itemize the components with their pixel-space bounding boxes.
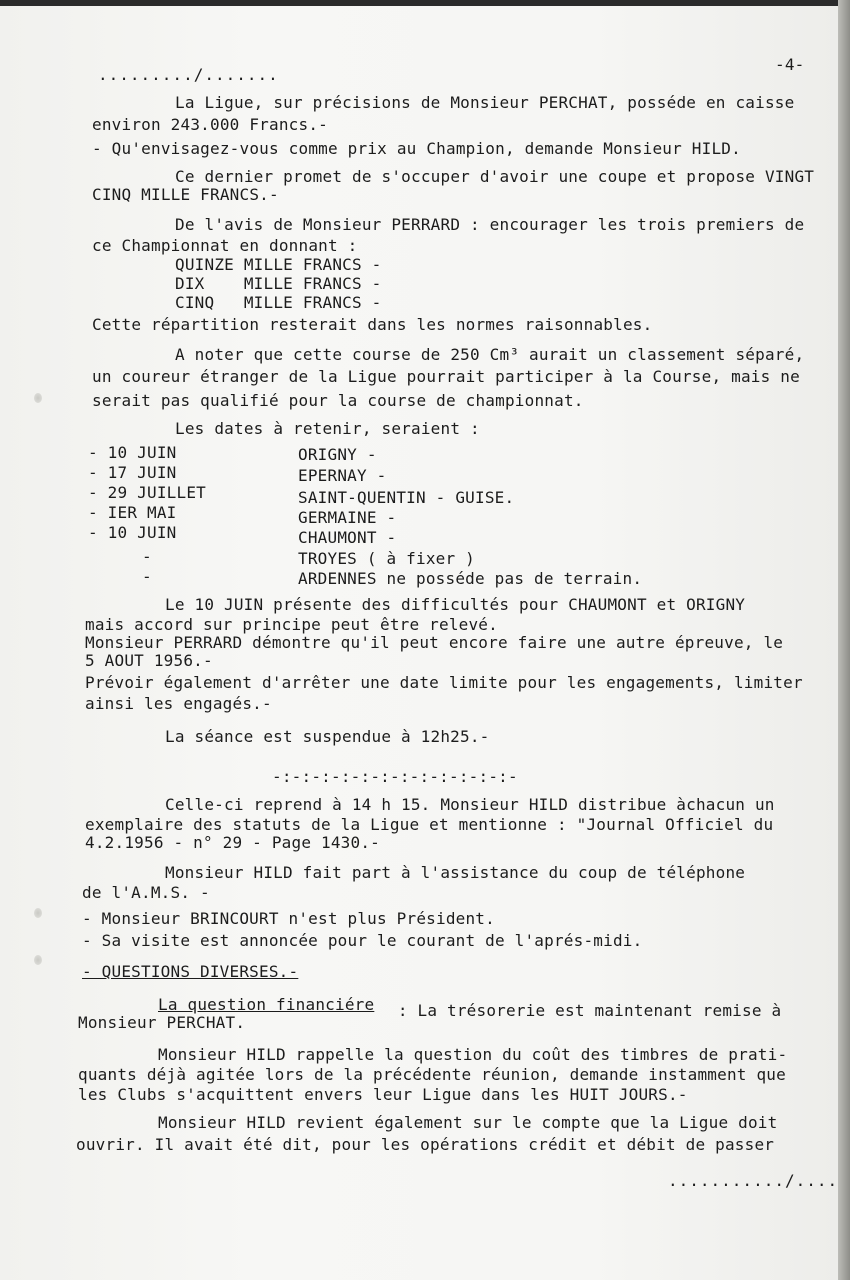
date-entry: - (142, 547, 152, 566)
text-line: Monsieur HILD revient également sur le compte que la Ligue doit (158, 1113, 778, 1132)
punch-hole (34, 955, 42, 965)
text-line: un coureur étranger de la Ligue pourrait participer à la Course, mais ne (92, 367, 800, 386)
text-line: Le 10 JUIN présente des difficultés pour CHAUMONT et ORIGNY (165, 595, 746, 614)
text-line: 5 AOUT 1956.- (85, 651, 213, 670)
page-right-edge (838, 0, 850, 1280)
subsection-label: La question financiére (158, 995, 375, 1014)
text-line: A noter que cette course de 250 Cm³ aurait un classement séparé, (175, 345, 805, 364)
text-line: Celle-ci reprend à 14 h 15. Monsieur HILD distribue àchacun un (165, 795, 775, 814)
prize-line: CINQ MILLE FRANCS - (175, 293, 382, 312)
text-line: De l'avis de Monsieur PERRARD : encourager les trois premiers de (175, 215, 805, 234)
prize-line: DIX MILLE FRANCS - (175, 274, 382, 293)
date-place: CHAUMONT - (298, 528, 397, 547)
date-place: GERMAINE - (298, 508, 397, 527)
date-entry: - 10 JUIN (88, 523, 177, 542)
text-line: Prévoir également d'arrêter une date limite pour les engagements, limiter (85, 673, 803, 692)
date-place: EPERNAY - (298, 466, 387, 485)
text-line: Monsieur HILD rappelle la question du coût des timbres de prati- (158, 1045, 788, 1064)
text-line: ce Championnat en donnant : (92, 236, 358, 255)
date-entry: - IER MAI (88, 503, 177, 522)
text-line: - Qu'envisagez-vous comme prix au Champion, demande Monsieur HILD. (92, 139, 741, 158)
punch-hole (34, 908, 42, 918)
text-line: La Ligue, sur précisions de Monsieur PERCHAT, posséde en caisse (175, 93, 795, 112)
date-entry: - 17 JUIN (88, 463, 177, 482)
text-line: de l'A.M.S. - (82, 883, 210, 902)
punch-hole (34, 393, 42, 403)
continuation-marker: ........./....... (98, 65, 279, 84)
text-line: Monsieur PERRARD démontre qu'il peut encore faire une autre épreuve, le (85, 633, 784, 652)
text-line: serait pas qualifié pour la course de championnat. (92, 391, 584, 410)
date-place: ORIGNY - (298, 445, 377, 464)
continuation-marker: .........../.... (668, 1171, 839, 1190)
page-top-edge (0, 0, 850, 6)
text-line: ouvrir. Il avait été dit, pour les opérations crédit et débit de passer (76, 1135, 775, 1154)
text-line: Ce dernier promet de s'occuper d'avoir une coupe et propose VINGT (175, 167, 815, 186)
section-heading: - QUESTIONS DIVERSES.- (82, 962, 299, 981)
text-line: Cette répartition resterait dans les normes raisonnables. (92, 315, 653, 334)
date-entry: - 10 JUIN (88, 443, 177, 462)
text-line: 4.2.1956 - n° 29 - Page 1430.- (85, 833, 380, 852)
text-line: environ 243.000 Francs.- (92, 115, 328, 134)
text-line: - Sa visite est annoncée pour le courant de l'aprés-midi. (82, 931, 643, 950)
date-place: SAINT-QUENTIN - GUISE. (298, 488, 515, 507)
text-line: Monsieur PERCHAT. (78, 1013, 246, 1032)
text-line: Les dates à retenir, seraient : (175, 419, 480, 438)
date-entry: - (142, 567, 152, 586)
text-line: Monsieur HILD fait part à l'assistance du coup de téléphone (165, 863, 746, 882)
text-line: exemplaire des statuts de la Ligue et mentionne : "Journal Officiel du (85, 815, 774, 834)
text-line: CINQ MILLE FRANCS.- (92, 185, 279, 204)
date-entry: - 29 JUILLET (88, 483, 206, 502)
text-line: quants déjà agitée lors de la précédente réunion, demande instamment que (78, 1065, 786, 1084)
page-number: -4- (775, 55, 805, 74)
prize-line: QUINZE MILLE FRANCS - (175, 255, 382, 274)
text-line: mais accord sur principe peut être relevé. (85, 615, 498, 634)
date-place: ARDENNES ne posséde pas de terrain. (298, 569, 643, 588)
text-line: les Clubs s'acquittent envers leur Ligue dans les HUIT JOURS.- (78, 1085, 688, 1104)
text-line: La séance est suspendue à 12h25.- (165, 727, 490, 746)
text-line: : La trésorerie est maintenant remise à (388, 1001, 782, 1020)
text-line: - Monsieur BRINCOURT n'est plus Président. (82, 909, 495, 928)
text-line: ainsi les engagés.- (85, 694, 272, 713)
section-separator: -:-:-:-:-:-:-:-:-:-:-:-:- (272, 767, 518, 786)
date-place: TROYES ( à fixer ) (298, 549, 475, 568)
